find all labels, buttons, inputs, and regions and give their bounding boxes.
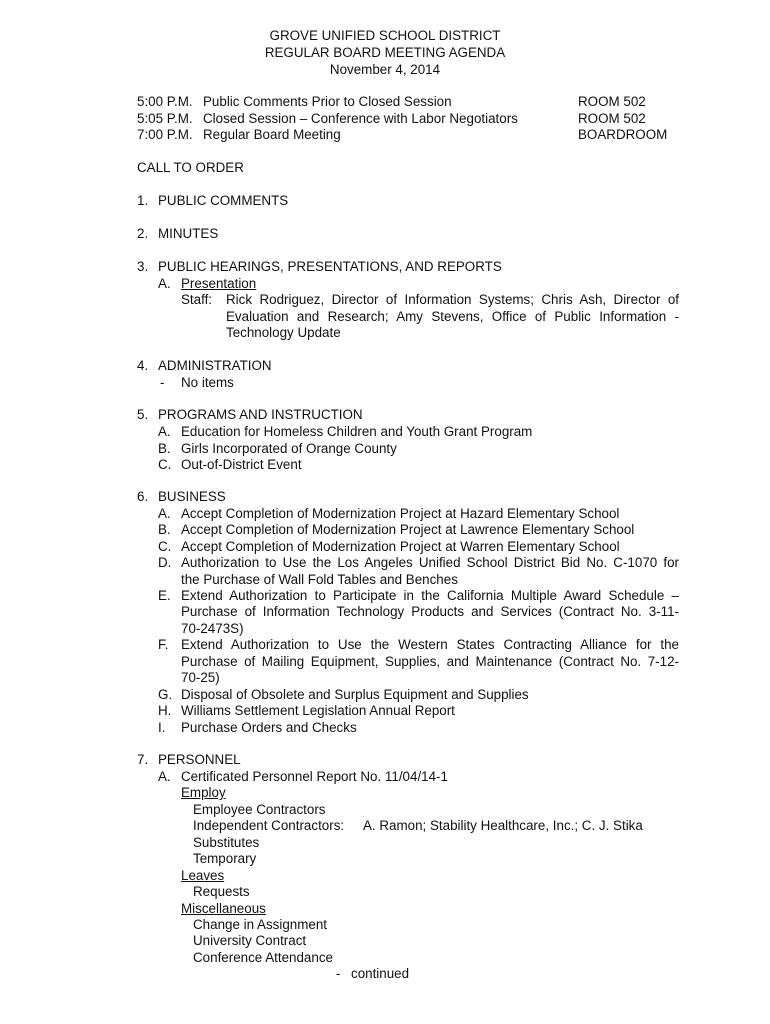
independent-contractors-label: Independent Contractors: [193,818,345,833]
list-item-line: the Purchase of Wall Fold Tables and Benches [181,572,458,587]
continued-dash: - [336,966,341,981]
item-letter: A. [158,276,171,291]
list-item: Girls Incorporated of Orange County [181,441,397,456]
list-item: Substitutes [193,835,260,850]
item-letter: G. [158,687,173,702]
section-title: PROGRAMS AND INSTRUCTION [158,407,363,422]
list-item: Disposal of Obsolete and Surplus Equipment and Supplies [181,687,529,702]
personnel-report-title: Certificated Personnel Report No. 11/04/14-1 [181,769,448,784]
schedule-time: 5:05 P.M. [137,111,193,126]
schedule-room: ROOM 502 [578,94,646,109]
list-item: Temporary [193,851,257,866]
item-letter: A. [158,424,171,439]
schedule-room: ROOM 502 [578,111,646,126]
list-item-line: 70-25) [181,670,220,685]
list-item: Employee Contractors [193,802,326,817]
item-letter: B. [158,522,171,537]
meeting-title: REGULAR BOARD MEETING AGENDA [264,45,506,60]
item-letter: C. [158,457,172,472]
item-letter: B. [158,441,171,456]
section-title: PERSONNEL [158,752,241,767]
continued-label: continued [351,966,410,981]
item-letter: D. [158,555,172,570]
list-item-line: Extend Authorization to Participate in the California Multiple Award Schedule – [181,588,679,603]
list-item-line: Purchase of Mailing Equipment, Supplies, and Maintenance (Contract No. 7-12- [181,654,679,669]
list-item-line: Purchase of Information Technology Products and Services (Contract No. 3-11- [181,604,679,619]
list-item: Purchase Orders and Checks [181,720,357,735]
schedule-time: 7:00 P.M. [137,127,193,142]
call-to-order: CALL TO ORDER [137,160,244,175]
item-letter: A. [158,769,171,784]
section-number: 4. [137,358,149,373]
schedule-time: 5:00 P.M. [137,94,193,109]
leaves-heading: Leaves [181,868,225,883]
section-number: 7. [137,752,149,767]
staff-text-line: Rick Rodriguez, Director of Information Systems; Chris Ash, Director of [226,292,679,307]
meeting-date: November 4, 2014 [329,62,441,77]
list-item-line: 70-2473S) [181,621,244,636]
section-title: PUBLIC COMMENTS [158,193,289,208]
list-item-line: Extend Authorization to Use the Western States Contracting Alliance for the [181,637,679,652]
section-number: 3. [137,259,149,274]
list-item: Education for Homeless Children and Youth Grant Program [181,424,533,439]
schedule-room: BOARDROOM [578,127,668,142]
employ-heading: Employ [181,785,226,800]
list-item: Williams Settlement Legislation Annual Report [181,703,455,718]
schedule-event: Closed Session – Conference with Labor Negotiators [203,111,518,126]
schedule-event: Public Comments Prior to Closed Session [203,94,452,109]
item-letter: A. [158,506,171,521]
list-item: Accept Completion of Modernization Project at Warren Elementary School [181,539,620,554]
item-letter: E. [158,588,171,603]
district-name: GROVE UNIFIED SCHOOL DISTRICT [269,28,501,43]
list-item: Accept Completion of Modernization Project at Lawrence Elementary School [181,522,635,537]
independent-contractors-names: A. Ramon; Stability Healthcare, Inc.; C. J. Stika [363,818,643,833]
bullet-dash: - [160,375,165,390]
section-title: PUBLIC HEARINGS, PRESENTATIONS, AND REPORTS [158,259,502,274]
list-item: Out-of-District Event [181,457,302,472]
section-number: 1. [137,193,149,208]
staff-label: Staff: [181,292,213,307]
section-number: 2. [137,226,149,241]
section-title: BUSINESS [158,489,226,504]
item-letter: I. [158,720,166,735]
list-item: Change in Assignment [193,917,327,932]
list-item: Requests [193,884,250,899]
section-title: ADMINISTRATION [158,358,272,373]
presentation-heading: Presentation [181,276,257,291]
item-letter: F. [158,637,169,652]
section-number: 6. [137,489,149,504]
item-letter: C. [158,539,172,554]
list-item: No items [181,375,234,390]
section-number: 5. [137,407,149,422]
list-item: Conference Attendance [193,950,333,965]
miscellaneous-heading: Miscellaneous [181,901,266,916]
list-item: University Contract [193,933,307,948]
schedule-event: Regular Board Meeting [203,127,341,142]
item-letter: H. [158,703,172,718]
staff-text-line: Evaluation and Research; Amy Stevens, Office of Public Information - [226,309,679,324]
staff-text-line: Technology Update [226,325,341,340]
section-title: MINUTES [158,226,219,241]
list-item-line: Authorization to Use the Los Angeles Unified School District Bid No. C-1070 for [181,555,679,570]
list-item: Accept Completion of Modernization Project at Hazard Elementary School [181,506,620,521]
